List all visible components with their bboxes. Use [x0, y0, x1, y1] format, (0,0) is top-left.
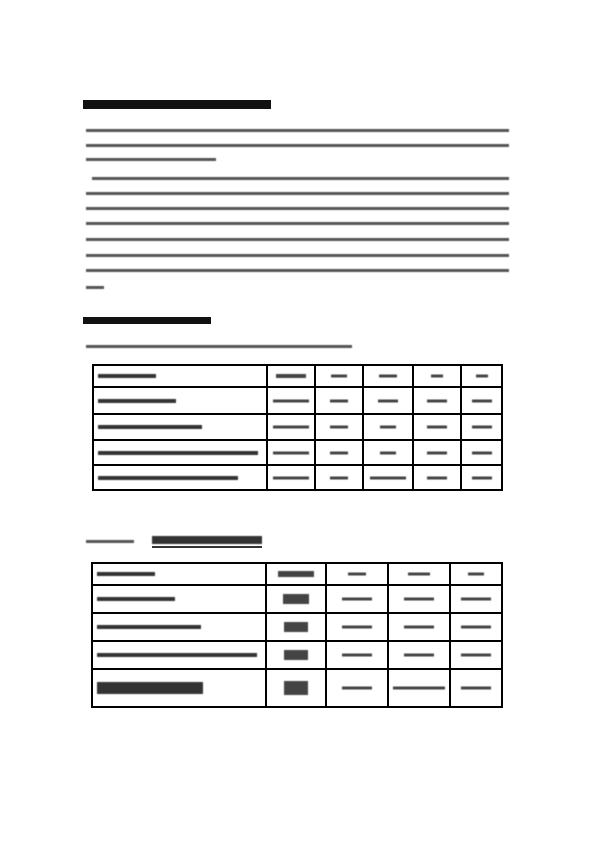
table-header-row — [92, 563, 502, 585]
text-line — [92, 177, 509, 180]
table-row — [92, 613, 502, 641]
table-row — [93, 414, 502, 440]
table-caption — [86, 345, 352, 348]
table-cell — [461, 440, 502, 465]
table-cell — [450, 585, 502, 613]
table-cell — [267, 465, 315, 490]
table-cell — [92, 613, 266, 641]
table-cell — [461, 414, 502, 440]
table-cell — [266, 563, 326, 585]
table-cell — [326, 641, 388, 669]
table-cell — [363, 414, 413, 440]
table-cell — [388, 641, 450, 669]
text-line — [86, 192, 509, 195]
table-cell — [413, 387, 461, 414]
table-row — [93, 465, 502, 490]
table-cell — [388, 613, 450, 641]
table-cell — [326, 563, 388, 585]
table-cell — [363, 440, 413, 465]
text-line — [86, 254, 509, 257]
table-cell — [266, 585, 326, 613]
text-line — [86, 144, 509, 147]
table-cell — [93, 414, 267, 440]
caption-title — [152, 536, 262, 544]
table-row — [92, 585, 502, 613]
table-cell — [413, 365, 461, 387]
table-cell — [326, 613, 388, 641]
text-line — [86, 269, 509, 272]
table-cell — [315, 414, 363, 440]
table-cell — [92, 563, 266, 585]
table-cell — [93, 387, 267, 414]
table-cell — [267, 414, 315, 440]
section-heading — [83, 100, 271, 109]
table-cell — [461, 365, 502, 387]
table-cell — [267, 365, 315, 387]
data-table — [92, 364, 503, 491]
table-cell — [267, 387, 315, 414]
table-cell — [92, 585, 266, 613]
table-cell — [450, 613, 502, 641]
text-line — [86, 158, 216, 161]
table-cell — [93, 465, 267, 490]
text-line — [86, 129, 509, 132]
table-row — [93, 440, 502, 465]
text-line — [86, 286, 104, 289]
table-cell — [92, 641, 266, 669]
table-cell — [413, 440, 461, 465]
table-cell — [315, 387, 363, 414]
table-cell — [266, 669, 326, 707]
table-cell — [266, 641, 326, 669]
table-cell — [93, 440, 267, 465]
table-cell — [461, 387, 502, 414]
table-cell — [413, 465, 461, 490]
table-cell — [267, 440, 315, 465]
table-cell — [461, 465, 502, 490]
table-cell — [315, 465, 363, 490]
table-cell — [363, 465, 413, 490]
table-cell — [363, 365, 413, 387]
table-cell — [266, 613, 326, 641]
data-table — [91, 562, 503, 708]
table-cell — [450, 641, 502, 669]
table-row — [93, 387, 502, 414]
caption-prefix — [86, 540, 134, 543]
table-cell — [388, 563, 450, 585]
table-cell — [450, 669, 502, 707]
table-cell — [93, 365, 267, 387]
text-line — [86, 207, 509, 210]
table-cell — [413, 414, 461, 440]
table-row — [92, 669, 502, 707]
table-cell — [92, 669, 266, 707]
table-cell — [388, 585, 450, 613]
table-cell — [450, 563, 502, 585]
table-cell — [315, 365, 363, 387]
table-cell — [326, 669, 388, 707]
caption-underline — [152, 546, 262, 548]
table-cell — [315, 440, 363, 465]
table-cell — [363, 387, 413, 414]
table-row — [92, 641, 502, 669]
text-line — [86, 238, 509, 241]
table-cell — [388, 669, 450, 707]
section-heading — [83, 317, 211, 324]
text-line — [86, 222, 509, 225]
table-header-row — [93, 365, 502, 387]
table-cell — [326, 585, 388, 613]
